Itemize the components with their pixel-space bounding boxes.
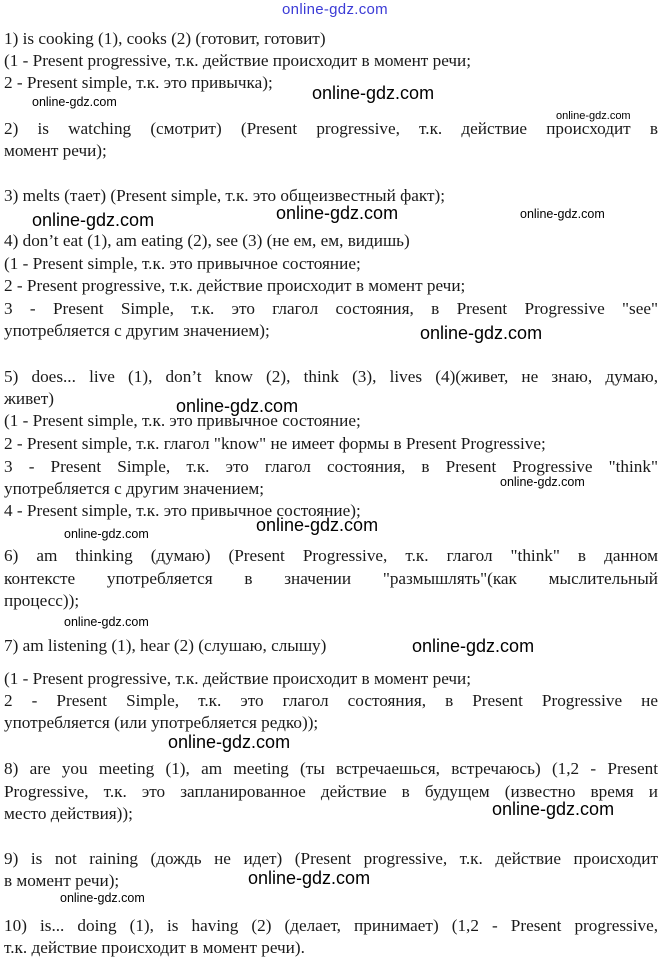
text-line: 10) is... doing (1), is having (2) (делает, принимает) (1,2 - Present progressive, <box>4 916 658 935</box>
text-line: употребляется с другим значением; <box>4 479 265 498</box>
watermark: online-gdz.com <box>412 636 535 656</box>
watermark: online-gdz.com <box>420 323 543 343</box>
text-line: употребляется (или употребляется редко)); <box>4 713 319 732</box>
watermark: online-gdz.com <box>168 732 291 752</box>
header-watermark: online-gdz.com <box>282 1 388 18</box>
text-line: (1 - Present progressive, т.к. действие происходит в момент речи; <box>4 51 472 70</box>
text-line: 9) is not raining (дождь не идет) (Present progressive, т.к. действие происходит <box>4 849 658 868</box>
text-line: 3 - Present Simple, т.к. это глагол состояния, в Present Progressive "see" <box>4 299 658 318</box>
text-line: 4 - Present simple, т.к. это привычное состояние); <box>4 501 361 520</box>
text-line: употребляется с другим значением); <box>4 321 270 340</box>
watermark: online-gdz.com <box>60 891 145 905</box>
text-line: 5) does... live (1), don’t know (2), think (3), lives (4)(живет, не знаю, думаю, <box>4 367 658 386</box>
watermark: online-gdz.com <box>556 110 631 122</box>
text-line: в момент речи); <box>4 871 120 890</box>
watermark: online-gdz.com <box>492 799 615 819</box>
text-line: Progressive, т.к. это запланированное действие в будущем (известно время и <box>4 782 658 801</box>
watermark: online-gdz.com <box>64 615 149 629</box>
watermark: online-gdz.com <box>520 207 605 221</box>
text-line: момент речи); <box>4 141 107 160</box>
text-line: (1 - Present progressive, т.к. действие происходит в момент речи; <box>4 669 472 688</box>
text-line: контексте употребляется в значении "размышлять"(как мыслительный <box>4 569 658 588</box>
text-line: (1 - Present simple, т.к. это привычное состояние; <box>4 254 361 273</box>
text-line: 2) is watching (смотрит) (Present progressive, т.к. действие происходит в <box>4 119 658 138</box>
text-line: 1) is cooking (1), cooks (2) (готовит, готовит) <box>4 29 326 48</box>
text-line: 7) am listening (1), hear (2) (слушаю, слышу) <box>4 636 327 655</box>
text-line: 2 - Present simple, т.к. это привычка); <box>4 73 273 92</box>
text-line: 8) are you meeting (1), am meeting (ты встречаешься, встречаюсь) (1,2 - Present <box>4 759 658 778</box>
text-line: процесс)); <box>4 591 80 610</box>
text-line: 3) melts (тает) (Present simple, т.к. это общеизвестный факт); <box>4 186 445 205</box>
text-line: 6) am thinking (думаю) (Present Progressive, т.к. глагол "think" в данном <box>4 546 658 565</box>
text-line: (1 - Present simple, т.к. это привычное состояние; <box>4 411 361 430</box>
text-line: 2 - Present progressive, т.к. действие происходит в момент речи; <box>4 276 466 295</box>
text-line: живет) <box>4 389 54 408</box>
text-line: место действия)); <box>4 804 133 823</box>
watermark: online-gdz.com <box>248 868 371 888</box>
watermark: online-gdz.com <box>312 83 435 103</box>
text-line: 2 - Present simple, т.к. глагол "know" не имеет формы в Present Progressive; <box>4 434 546 453</box>
watermark: online-gdz.com <box>276 203 399 223</box>
watermark: online-gdz.com <box>32 95 117 109</box>
watermark: online-gdz.com <box>500 475 585 489</box>
watermark: online-gdz.com <box>64 527 149 541</box>
watermark: online-gdz.com <box>256 515 379 535</box>
watermark: online-gdz.com <box>176 396 299 416</box>
text-line: 3 - Present Simple, т.к. это глагол состояния, в Present Progressive "think" <box>4 457 658 476</box>
text-line: 4) don’t eat (1), am eating (2), see (3) (не ем, ем, видишь) <box>4 231 410 250</box>
text-line: т.к. действие происходит в момент речи). <box>4 938 305 957</box>
watermark: online-gdz.com <box>32 210 155 230</box>
text-line: 2 - Present Simple, т.к. это глагол состояния, в Present Progressive не <box>4 691 658 710</box>
